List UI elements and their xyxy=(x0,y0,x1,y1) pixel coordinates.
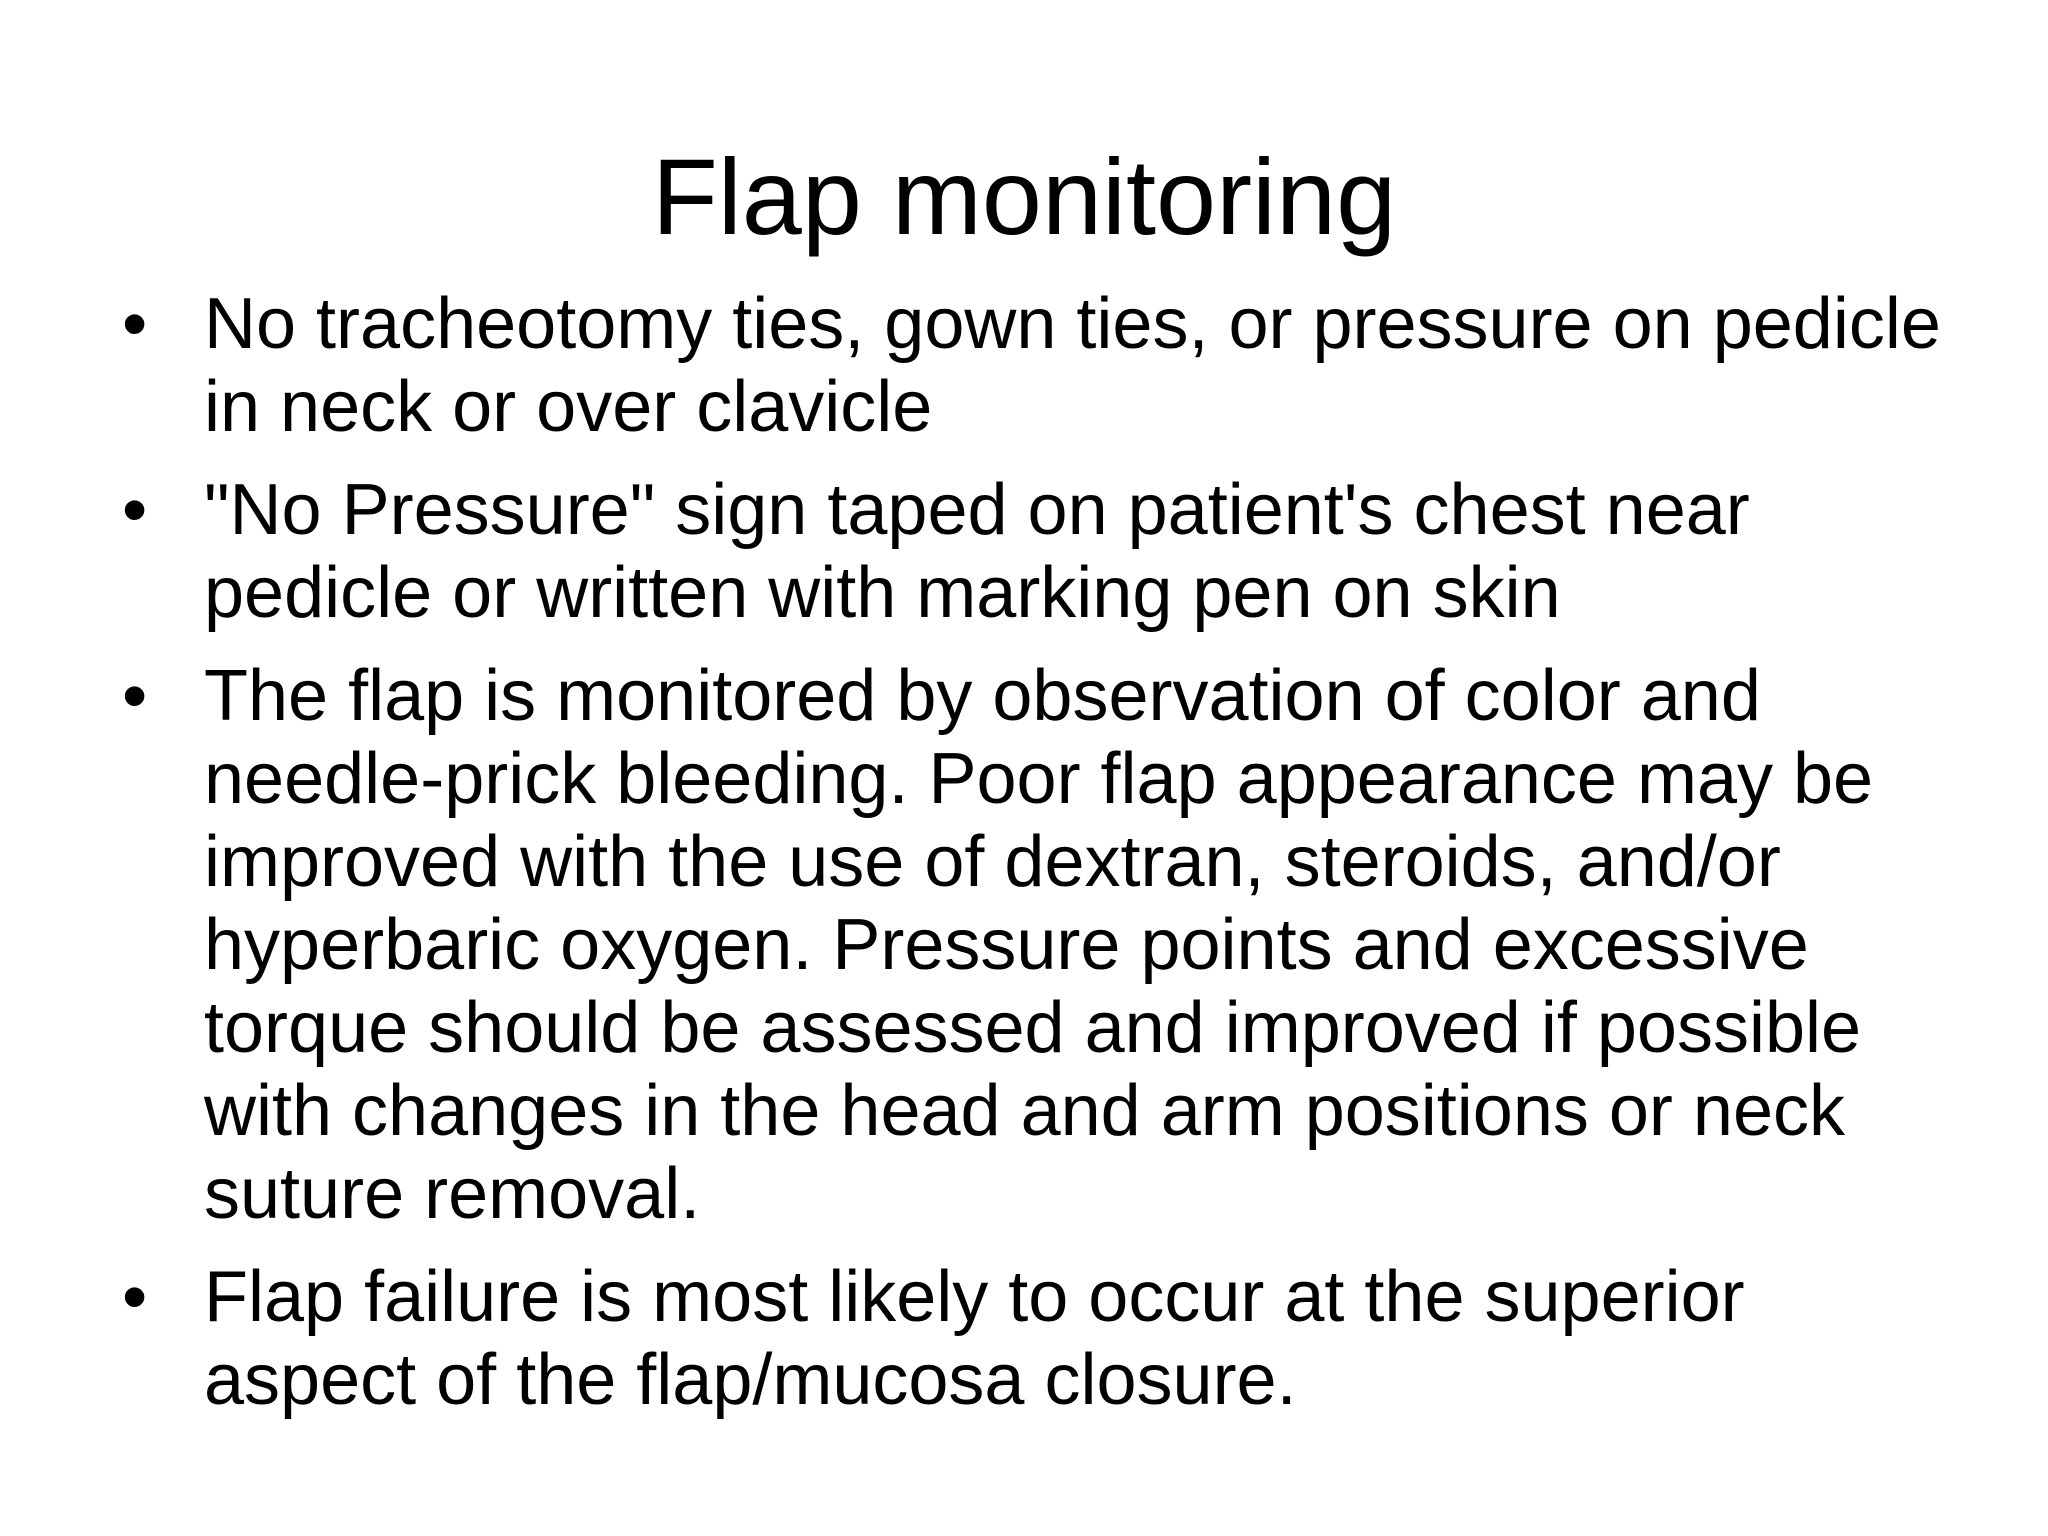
bullet-item xyxy=(122,469,1962,635)
bullet-item xyxy=(122,655,1962,1236)
bullet-text: "No Pressure" sign taped on patient's chest near pedicle or written with marking pen on skin xyxy=(204,470,1750,633)
slide-title: Flap monitoring xyxy=(651,136,1397,257)
bullet-item xyxy=(122,1256,1962,1422)
bullet-list xyxy=(122,283,1962,1442)
bullet-item xyxy=(122,283,1962,449)
bullet-text: Flap failure is most likely to occur at the superior aspect of the flap/mucosa closure. xyxy=(204,1257,1745,1420)
bullet-icon: • xyxy=(122,284,148,364)
bullet-icon: • xyxy=(122,1257,148,1337)
bullet-text: No tracheotomy ties, gown ties, or pressure on pedicle in neck or over clavicle xyxy=(204,284,1941,447)
bullet-text: The flap is monitored by observation of color and needle-prick bleeding. Poor flap appearance may be improved with the use of dextran, steroids, and/or hyperbaric oxygen. Pressure points and excessive torque should be assessed and improved if possible with changes in the head and arm positions or neck suture removal. xyxy=(204,656,1874,1234)
bullet-icon: • xyxy=(122,470,148,550)
bullet-icon: • xyxy=(122,656,148,736)
